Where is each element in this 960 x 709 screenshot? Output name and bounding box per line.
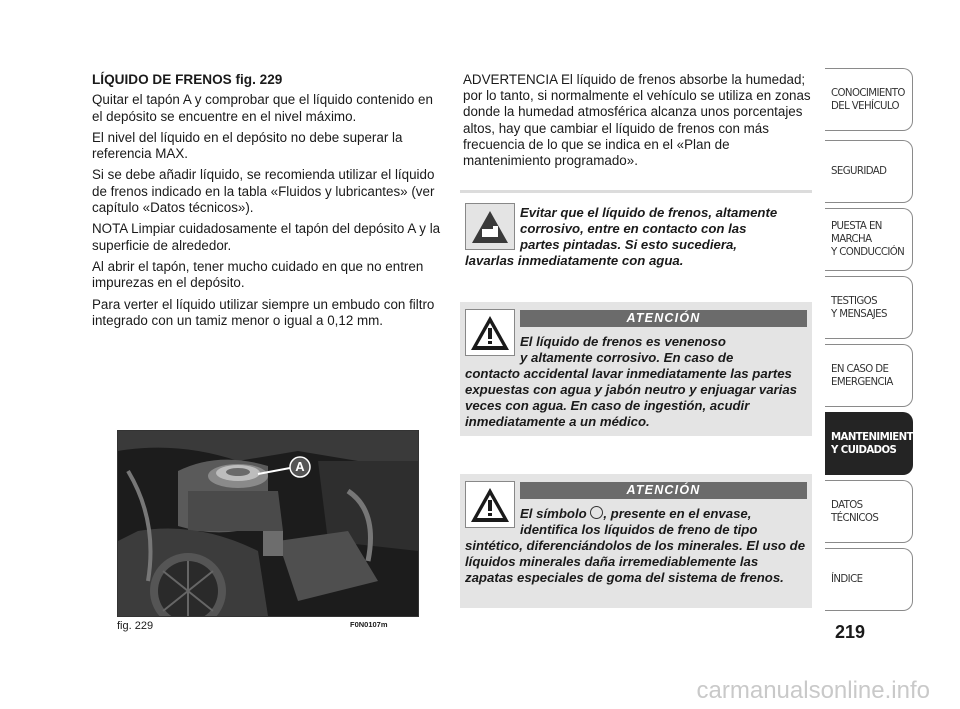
tab-mantenimiento[interactable]: MANTENIMIENTO Y CUIDADOS [825,412,913,475]
mineral-warning-text: El símbolo , presente en el envase, identifica los líquidos de freno de tipo sintético, diferenciándolos de los minerales. El uso de líquidos minerales daña irremediablemente las zapatas especiales de goma del sistema de frenos. [465,506,806,585]
attention-label: ATENCIÓN [520,482,807,499]
tab-puesta-en-marcha[interactable]: PUESTA EN MARCHA Y CONDUCCIÓN [825,208,913,271]
paragraph: Si se debe añadir líquido, se recomienda utilizar el líquido de frenos indicado en la tabla «Fluidos y lubricantes» (ver capítulo «Datos técnicos»). [92,167,435,216]
poison-warning-text: El líquido de frenos es venenoso y altamente corrosivo. En caso de contacto accidental lavar inmediatamente las partes expuestas con agua y jabón neutro y enjuagar varias veces con agua. En caso de ingestión, acudir inmediatamente a un médico. [465,334,797,429]
paragraph: NOTA Limpiar cuidadosamente el tapón del depósito A y la superficie de alrededor. [92,221,441,253]
paragraph: Quitar el tapón A y comprobar que el líquido contenido en el depósito se encuentre en el nivel máximo. [92,92,433,124]
paragraph: Para verter el líquido utilizar siempre un embudo con filtro integrado con un tamiz menor o igual a 0,12 mm. [92,296,435,328]
paint-warning-box [460,190,812,279]
tab-testigos[interactable]: TESTIGOS Y MENSAJES [825,276,913,339]
tab-indice[interactable]: ÍNDICE [825,548,913,611]
paragraph: Al abrir el tapón, tener mucho cuidado en que no entren impurezas en el depósito. [92,258,424,291]
figure-caption: fig. 229 [117,620,154,632]
attention-label: ATENCIÓN [520,310,807,327]
tab-seguridad[interactable]: SEGURIDAD [825,140,913,203]
page-number: 219 [835,622,866,642]
engine-bay-image [117,430,419,617]
paint-warning-text: Evitar que el líquido de frenos, altamente corrosivo, entre en contacto con las partes pintadas. Si esto sucediera, lavarlas inmediatamente con agua. [465,205,778,268]
tab-emergencia[interactable]: EN CASO DE EMERGENCIA [825,344,913,407]
marker-a: A [295,459,305,474]
mineral-warning-box [460,474,812,608]
watermark: carmanualsonline.info [696,677,930,704]
tab-conocimiento[interactable]: CONOCIMIENTO DEL VEHÍCULO [825,68,913,131]
poison-warning-box [460,302,812,436]
tab-datos-tecnicos[interactable]: DATOS TÉCNICOS [825,480,913,543]
figure-code: F0N0107m [350,620,388,629]
brake-symbol-icon [590,506,603,519]
advertencia-text [463,72,818,169]
left-column [92,72,444,334]
advertencia-paragraph: ADVERTENCIA El líquido de frenos absorbe la humedad; por lo tanto, si normalmente el vehículo se utiliza en zonas donde la humedad atmosférica alcanza unos porcentajes altos, hay que cambiar el líquido de frenos con más frecuencia de lo que se indica en el «Plan de mantenimiento programado». [463,72,811,169]
section-heading: LÍQUIDO DE FRENOS fig. 229 [92,72,283,87]
paragraph: El nivel del líquido en el depósito no debe superar la referencia MAX. [92,129,403,162]
